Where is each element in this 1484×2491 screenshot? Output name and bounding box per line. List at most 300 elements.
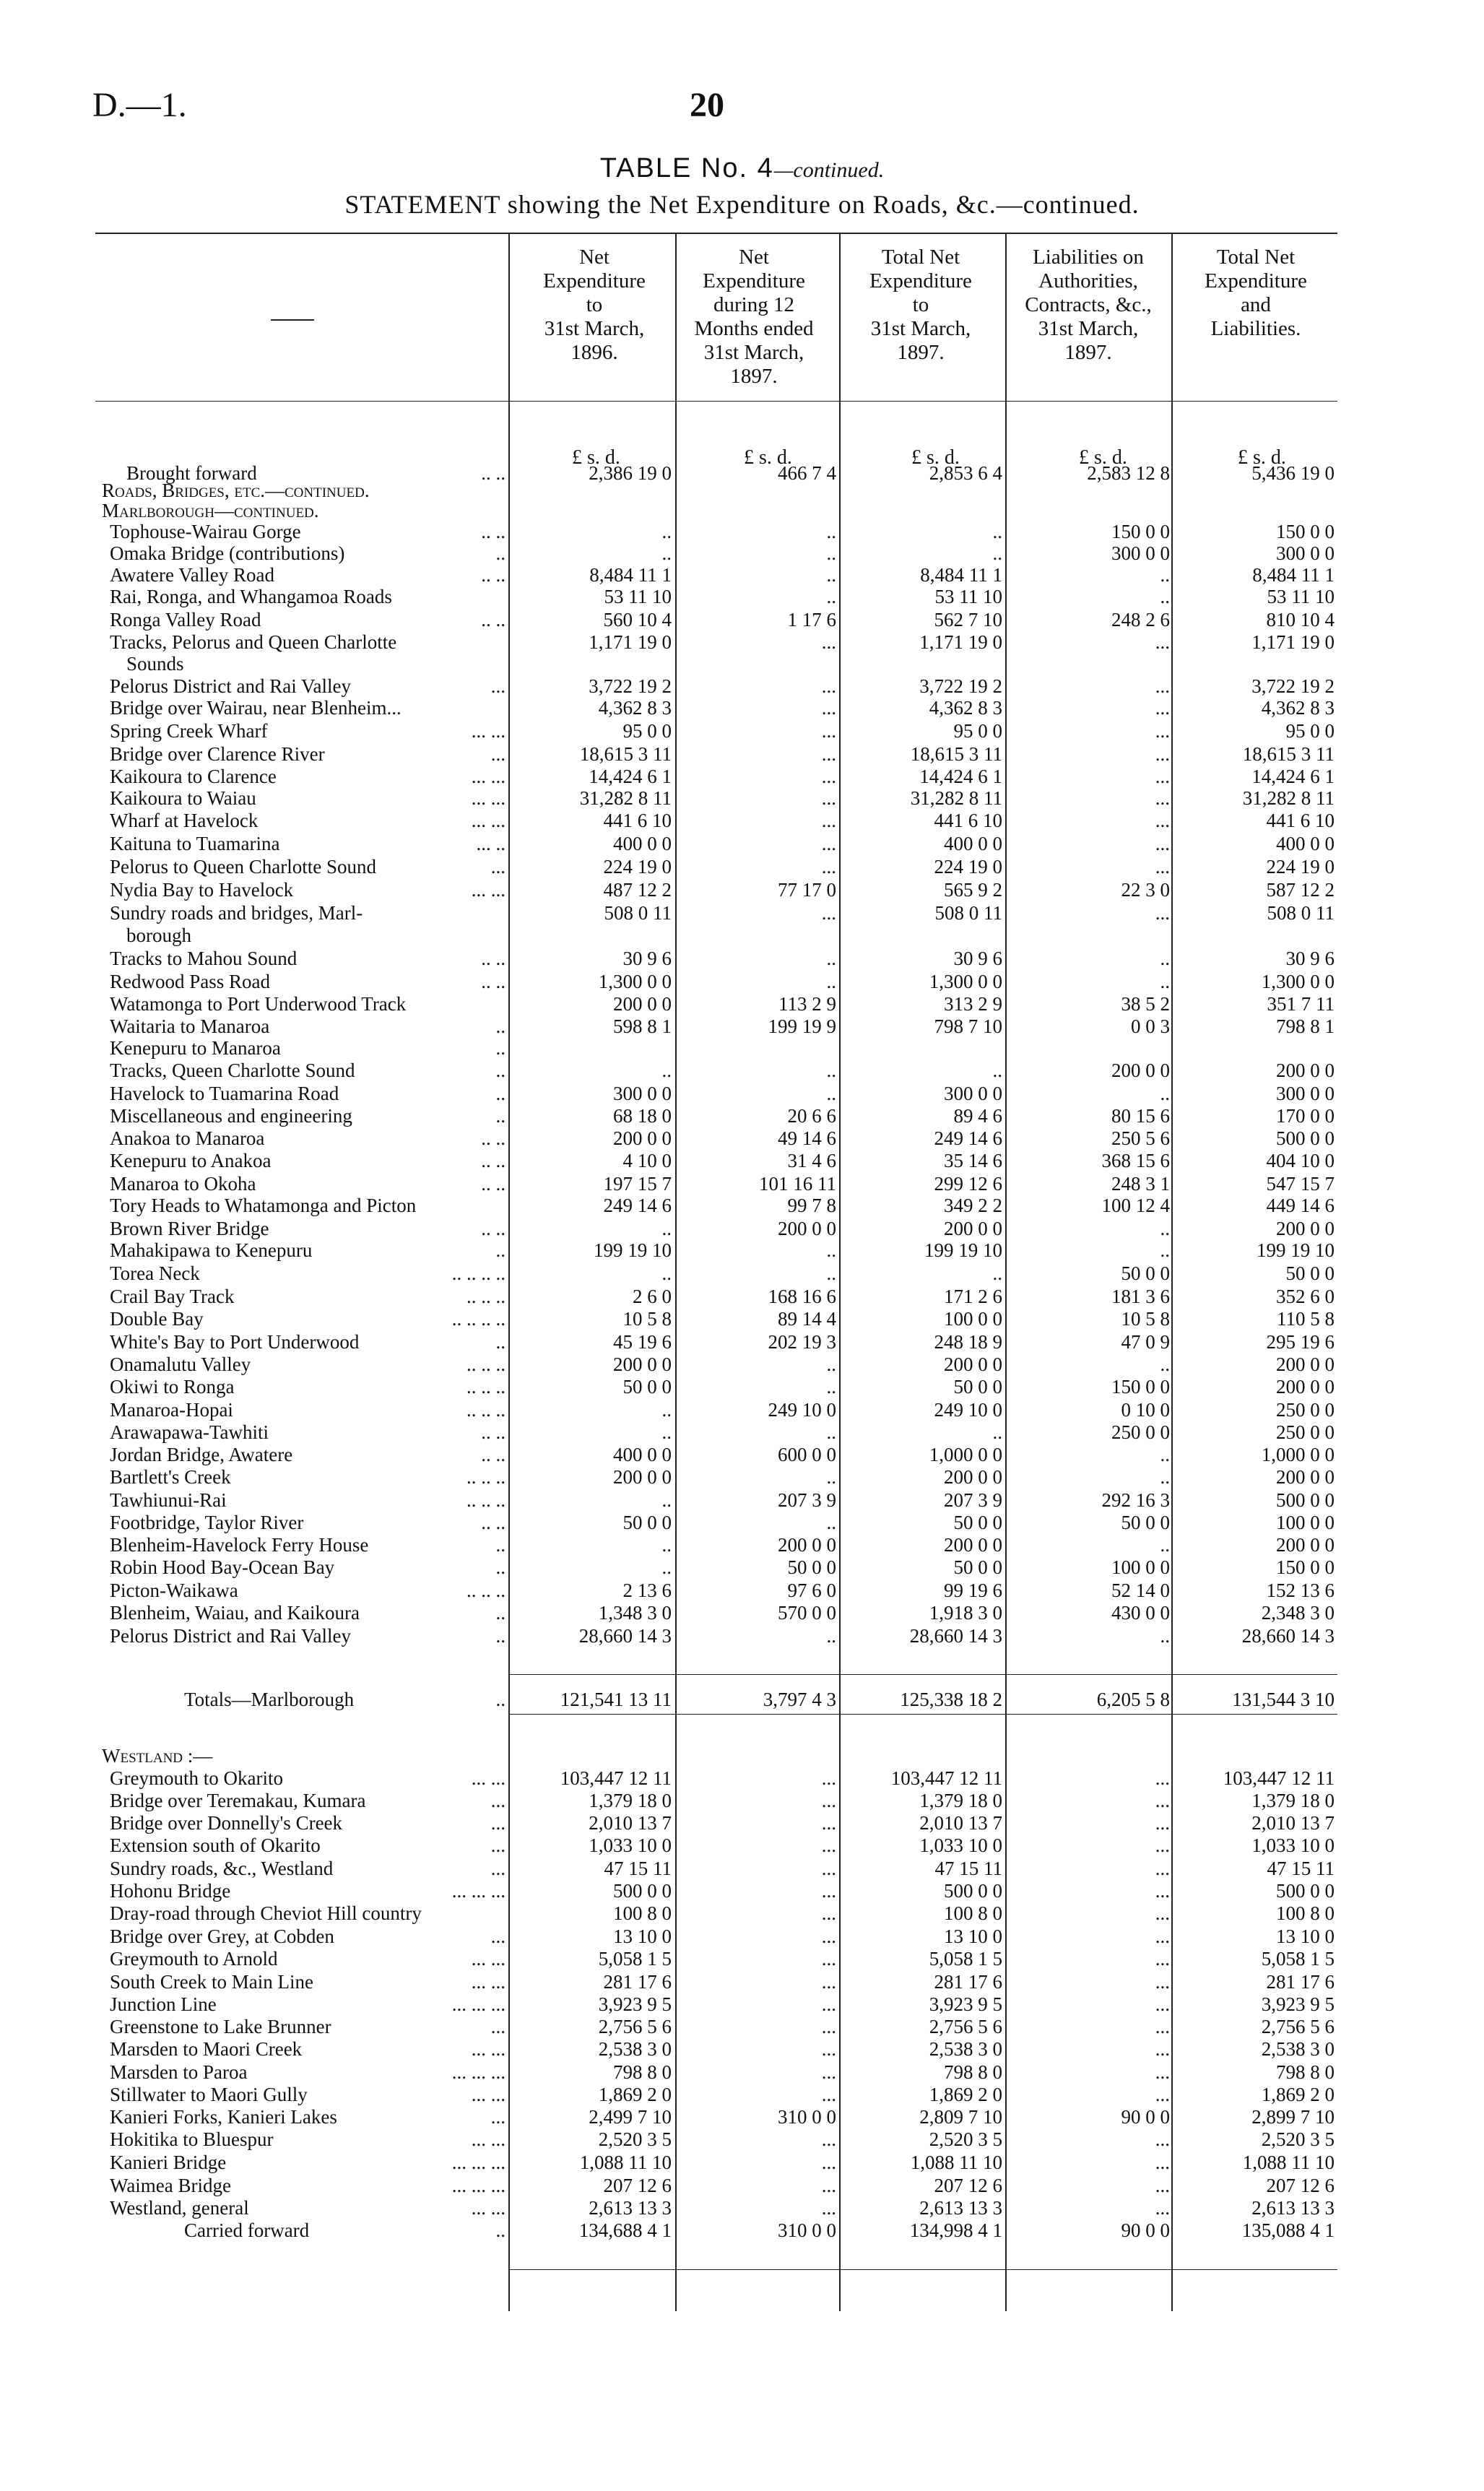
row-value-col-1: 47 15 11 [604,1858,672,1879]
row-label-text: Tracks, Pelorus and Queen Charlotte [110,631,397,653]
row-value-col-3: 1,300 0 0 [929,971,1002,992]
row-value-col-5: 4,362 8 3 [1261,697,1335,719]
row-value-col-1: 2,538 3 0 [598,2038,672,2060]
row-value-col-4: 47 0 9 [1121,1331,1170,1353]
row-value-col-3: 8,484 11 1 [920,564,1002,586]
row-label-text: Carried forward [184,2219,310,2241]
row-value-col-1: 4,362 8 3 [598,697,672,719]
row-value-col-5: 404 10 0 [1266,1150,1335,1171]
row-value-col-5: 110 5 8 [1277,1308,1335,1330]
row-value-col-1: 2 13 6 [622,1580,672,1601]
row-label [110,1060,355,1081]
row-label [110,586,392,607]
row-value-col-5: 200 0 0 [1276,1353,1335,1375]
row-value-col-4: 2,583 12 8 [1087,462,1170,484]
row-value-col-1: 200 0 0 [613,1466,672,1488]
row-value-col-1: 10 5 8 [622,1308,672,1330]
row-value-col-1: 2,386 19 0 [589,462,672,484]
row-label [110,1971,313,1993]
row-label [110,1127,264,1149]
row-value-col-3: 171 2 6 [944,1286,1002,1307]
row-value-col-3: 28,660 14 3 [909,1625,1002,1647]
row-leader-dots: .. .. .. [467,1353,505,1375]
row-label [126,653,184,675]
row-value-col-4: ... [1155,2197,1170,2219]
row-value-col-1: 200 0 0 [613,993,672,1015]
row-value-col-2: 200 0 0 [778,1534,836,1556]
row-value-col-4: ... [1155,697,1170,719]
row-label-text: Marsden to Maori Creek [110,2038,303,2060]
row-value-col-4: 300 0 0 [1111,542,1170,564]
row-value-col-4: ... [1155,2175,1170,2196]
row-leader-dots: .. .. .. [467,1286,505,1307]
row-value-col-3: 31,282 8 11 [910,787,1002,809]
column-rule [1005,233,1007,2311]
row-value-col-2: 101 16 11 [759,1173,836,1195]
row-value-col-3: 248 18 9 [934,1331,1002,1353]
row-value-col-5: 150 0 0 [1276,521,1335,542]
row-value-col-2: ... [821,1767,836,1789]
row-label [110,810,258,831]
row-value-col-5: 152 13 6 [1266,1580,1335,1601]
row-value-col-4: ... [1155,766,1170,787]
row-value-col-1: 13 10 0 [613,1925,672,1947]
row-leader-dots: .. .. [481,462,505,484]
row-label [110,1331,359,1353]
row-value-col-2: .. [826,1512,836,1533]
row-value-col-3: .. [992,542,1002,564]
row-label [110,971,270,992]
column-rule [675,233,677,2311]
row-value-col-4: 0 0 3 [1131,1015,1170,1037]
row-label-text: Kaituna to Tuamarina [110,833,280,854]
row-value-col-3: 798 8 0 [944,2061,1002,2083]
row-value-col-2: .. [826,948,836,969]
row-value-col-2: .. [826,1353,836,1375]
row-value-col-1: 18,615 3 11 [579,743,672,765]
row-value-col-4: 50 0 0 [1121,1262,1170,1284]
row-label [126,924,191,946]
row-label [110,2061,247,2083]
row-value-col-5: 3,923 9 5 [1261,1993,1335,2015]
row-value-col-3: 500 0 0 [944,1880,1002,1902]
row-value-col-1: 197 15 7 [603,1173,672,1195]
row-value-col-1: 121,541 13 11 [560,1689,672,1710]
row-value-col-4: 200 0 0 [1111,1060,1170,1081]
row-value-col-2: .. [826,1239,836,1261]
row-value-col-5: 351 7 11 [1267,993,1335,1015]
row-leader-dots: .. .. [481,1421,505,1443]
row-value-col-5: 250 0 0 [1276,1399,1335,1421]
row-value-col-4: 50 0 0 [1121,1512,1170,1533]
row-leader-dots: ... [490,1790,505,1811]
row-value-col-5: 1,171 19 0 [1251,631,1335,653]
row-leader-dots: ... ... [471,1767,505,1789]
row-label-text: Ronga Valley Road [110,609,261,631]
row-leader-dots: .. .. [481,1173,505,1195]
row-value-col-4: ... [1155,1948,1170,1970]
row-label [110,879,293,901]
row-label-text: Spring Creek Wharf [110,720,268,742]
row-value-col-2: 89 14 4 [778,1308,836,1330]
row-value-col-1: .. [661,542,672,564]
row-label [110,787,256,809]
row-label [110,609,261,631]
row-value-col-3: 249 14 6 [934,1127,1002,1149]
row-value-col-5: 18,615 3 11 [1242,743,1335,765]
row-value-col-4: 0 10 0 [1121,1399,1170,1421]
row-label-text: Jordan Bridge, Awatere [110,1444,293,1465]
row-label [110,1602,360,1624]
row-value-col-2: 570 0 0 [778,1602,836,1624]
unit-col-5: £ s. d. [1238,446,1286,469]
row-value-col-1: 1,869 2 0 [598,2084,672,2105]
row-value-col-2: 310 0 0 [778,2106,836,2128]
row-leader-dots: .. .. .. .. [451,1262,505,1284]
row-value-col-3: 798 7 10 [934,1015,1002,1037]
row-value-col-5: 103,447 12 11 [1223,1767,1335,1789]
row-value-col-4: ... [1155,787,1170,809]
row-value-col-1: 3,923 9 5 [598,1993,672,2015]
row-value-col-4: .. [1160,1444,1170,1465]
row-label-text: Brought forward [126,462,257,484]
row-label [110,1376,235,1398]
row-label-text: Redwood Pass Road [110,971,270,992]
table-title-continued: —continued. [773,158,885,182]
row-value-col-3: 565 9 2 [944,879,1002,901]
row-value-col-4: .. [1160,564,1170,586]
row-value-col-1: 400 0 0 [613,833,672,854]
row-label-text: Bridge over Teremakau, Kumara [110,1790,366,1811]
row-value-col-3: 100 0 0 [944,1308,1002,1330]
row-leader-dots: .. .. [481,1218,505,1239]
row-value-col-3: 1,033 10 0 [919,1834,1002,1856]
row-value-col-3: 562 7 10 [934,609,1002,631]
row-label [110,2038,302,2060]
row-value-col-1: .. [661,1218,672,1239]
row-label [110,1421,269,1443]
row-value-col-1: 95 0 0 [622,720,672,742]
row-value-col-3: 2,010 13 7 [919,1812,1002,1834]
row-value-col-1: 28,660 14 3 [578,1625,672,1647]
row-value-col-1: 5,058 1 5 [598,1948,672,1970]
row-value-col-4: 430 0 0 [1111,1602,1170,1624]
row-value-col-2: ... [821,1858,836,1879]
column-rule [839,233,841,2311]
row-label [110,1353,251,1375]
row-label [110,1834,321,1856]
row-value-col-4: ... [1155,902,1170,924]
row-value-col-1: 1,088 11 10 [579,2152,672,2173]
row-label-text: Tophouse-Wairau Gorge [110,521,301,542]
row-label-text: Blenheim, Waiau, and Kaikoura [110,1602,360,1624]
row-value-col-4: ... [1155,856,1170,878]
row-label [110,2175,231,2196]
row-label [110,1399,233,1421]
row-value-col-1: 1,171 19 0 [589,631,672,653]
row-value-col-4: 6,205 5 8 [1096,1689,1170,1710]
row-value-col-4: 22 3 0 [1121,879,1170,901]
row-label-text: Tawhiunui-Rai [110,1489,227,1511]
row-label [110,521,301,542]
row-label-text: Omaka Bridge (contributions) [110,542,345,564]
row-label-text: Manaroa to Okoha [110,1173,256,1195]
row-value-col-3: .. [992,521,1002,542]
row-label [110,675,351,697]
row-value-col-5: 2,538 3 0 [1261,2038,1335,2060]
row-label [110,1286,235,1307]
row-label-text: Anakoa to Manaroa [110,1127,265,1149]
row-value-col-1: 508 0 11 [604,902,672,924]
row-value-col-5: 300 0 0 [1276,542,1335,564]
row-leader-dots: .. .. .. [467,1399,505,1421]
row-label [110,743,325,765]
row-value-col-1: 207 12 6 [603,2175,672,2196]
row-value-col-3: 281 17 6 [934,1971,1002,1993]
row-leader-dots: ... ... [471,1948,505,1970]
row-label-text: Mahakipawa to Kenepuru [110,1239,313,1261]
row-value-col-5: 200 0 0 [1276,1218,1335,1239]
row-value-col-1: 798 8 0 [613,2061,672,2083]
row-value-col-3: 13 10 0 [944,1925,1002,1947]
row-leader-dots: ... ... [471,787,505,809]
row-value-col-4: 250 0 0 [1111,1421,1170,1443]
row-value-col-2: ... [821,2061,836,2083]
row-value-col-1: 45 19 6 [613,1331,672,1353]
row-label [110,1625,351,1647]
row-value-col-5: 2,520 3 5 [1261,2128,1335,2150]
row-value-col-3: 199 19 10 [924,1239,1002,1261]
row-label-text: Pelorus District and Rai Valley [110,675,351,697]
unit-col-3: £ s. d. [911,446,960,469]
table-title-main: TABLE No. 4 [599,153,774,183]
row-label-text: Roads, Bridges, etc.—continued. [102,480,370,501]
row-value-col-2: 97 6 0 [787,1580,836,1601]
row-leader-dots: ... [490,675,505,697]
row-value-col-2: 466 7 4 [778,462,836,484]
row-leader-dots: .. .. [481,948,505,969]
row-value-col-1: .. [661,1534,672,1556]
row-value-col-5: 47 15 11 [1267,1858,1335,1879]
row-value-col-3: 103,447 12 11 [890,1767,1002,1789]
row-value-col-3: 89 4 6 [953,1105,1002,1127]
row-value-col-1: 400 0 0 [613,1444,672,1465]
row-label-text: Kanieri Bridge [110,2152,227,2173]
row-value-col-5: 500 0 0 [1276,1127,1335,1149]
row-value-col-1: .. [661,1489,672,1511]
row-value-col-5: 1,300 0 0 [1261,971,1335,992]
row-leader-dots: ... [490,1812,505,1834]
row-value-col-2: ... [821,675,836,697]
row-label [110,1262,200,1284]
row-value-col-5: 2,010 13 7 [1251,1812,1335,1834]
row-value-col-5: 798 8 0 [1276,2061,1335,2083]
column-rule [508,233,510,2311]
row-value-col-2: ... [821,697,836,719]
row-label-text: Torea Neck [110,1262,200,1284]
row-value-col-5: 1,379 18 0 [1251,1790,1335,1811]
row-label-text: Kenepuru to Anakoa [110,1150,272,1171]
row-leader-dots: .. .. .. [467,1466,505,1488]
row-value-col-4: 52 14 0 [1111,1580,1170,1601]
row-label-text: Greymouth to Okarito [110,1767,283,1789]
row-value-col-3: 2,809 7 10 [919,2106,1002,2128]
row-label [110,2016,331,2037]
row-value-col-4: ... [1155,810,1170,831]
row-value-col-2: 200 0 0 [778,1218,836,1239]
row-value-col-1: 300 0 0 [613,1083,672,1104]
row-label-text: Brown River Bridge [110,1218,269,1239]
row-value-col-3: 95 0 0 [953,720,1002,742]
row-label [110,2106,337,2128]
unit-col-4: £ s. d. [1079,446,1127,469]
row-label [110,631,396,653]
row-leader-dots: .. [495,1239,505,1261]
row-value-col-2: ... [821,1812,836,1834]
row-value-col-3: 508 0 11 [934,902,1002,924]
row-value-col-3: 30 9 6 [953,948,1002,969]
row-value-col-1: 30 9 6 [622,948,672,969]
row-value-col-1: .. [661,1262,672,1284]
row-label-text: Blenheim-Havelock Ferry House [110,1534,369,1556]
row-value-col-5: 200 0 0 [1276,1534,1335,1556]
row-label [110,1880,230,1902]
row-value-col-2: .. [826,1083,836,1104]
row-leader-dots: ... [490,743,505,765]
row-label [110,766,277,787]
row-value-col-1: 281 17 6 [603,1971,672,1993]
row-value-col-1: 200 0 0 [613,1353,672,1375]
row-value-col-5: 352 6 0 [1276,1286,1335,1307]
row-label [110,2084,308,2105]
row-value-col-3: 3,722 19 2 [919,675,1002,697]
row-value-col-4: 100 0 0 [1111,1556,1170,1578]
row-label-text: Bridge over Wairau, near Blenheim... [110,697,402,719]
row-value-col-3: 1,869 2 0 [929,2084,1002,2105]
row-leader-dots: .. .. [481,564,505,586]
row-value-col-4: ... [1155,1767,1170,1789]
row-value-col-5: 199 19 10 [1257,1239,1335,1261]
row-label [110,1902,422,1924]
row-value-col-3: 100 8 0 [944,1902,1002,1924]
column-rule [1171,233,1173,2311]
row-value-col-5: 14,424 6 1 [1251,766,1335,787]
row-value-col-1: .. [661,1399,672,1421]
row-value-col-5: 3,722 19 2 [1251,675,1335,697]
row-label-text: Manaroa-Hopai [110,1399,233,1421]
row-leader-dots: .. .. [481,1127,505,1149]
row-value-col-2: ... [821,720,836,742]
row-value-col-3: 2,538 3 0 [929,2038,1002,2060]
row-label [110,1105,352,1127]
row-value-col-2: ... [821,1993,836,2015]
row-value-col-2: ... [821,833,836,854]
row-value-col-4: ... [1155,2152,1170,2173]
row-value-col-2: ... [821,1880,836,1902]
row-label [110,1489,227,1511]
row-leader-dots: .. [495,1625,505,1647]
row-value-col-1: 487 12 2 [603,879,672,901]
row-value-col-1: .. [661,1556,672,1578]
row-value-col-1: 1,033 10 0 [589,1834,672,1856]
row-leader-dots: ... [490,1925,505,1947]
row-value-col-5: 300 0 0 [1276,1083,1335,1104]
row-label-text: Bridge over Donnelly's Creek [110,1812,343,1834]
row-leader-dots: ... ... [471,2197,505,2219]
row-label-text: Nydia Bay to Havelock [110,879,294,901]
row-label [110,2128,273,2150]
row-value-col-4: ... [1155,2128,1170,2150]
row-value-col-2: 31 4 6 [787,1150,836,1171]
row-value-col-2: ... [821,2152,836,2173]
row-leader-dots: ... ... ... [451,1993,505,2015]
row-value-col-2: 202 19 3 [768,1331,836,1353]
row-value-col-2: .. [826,1466,836,1488]
row-value-col-2: ... [821,2128,836,2150]
row-label [110,1150,271,1171]
row-label-text: White's Bay to Port Underwood [110,1331,360,1353]
row-label-text: Marlborough—continued. [102,500,319,521]
row-value-col-2: 168 16 6 [768,1286,836,1307]
row-value-col-3: 4,362 8 3 [929,697,1002,719]
row-value-col-3: 349 2 2 [944,1195,1002,1216]
row-value-col-4: ... [1155,631,1170,653]
row-value-col-2: 49 14 6 [778,1127,836,1149]
row-label [110,2197,249,2219]
row-label [110,1037,281,1059]
row-value-col-3: 50 0 0 [953,1512,1002,1533]
row-value-col-4: ... [1155,1925,1170,1947]
row-value-col-2: ... [821,810,836,831]
row-value-col-5: 508 0 11 [1267,902,1335,924]
table-subtitle: STATEMENT showing the Net Expenditure on Roads, &c.—continued. [344,190,1140,219]
row-value-col-5: 53 11 10 [1267,586,1335,607]
row-leader-dots: .. [495,1556,505,1578]
row-value-col-5: 170 0 0 [1276,1105,1335,1127]
row-value-col-2: ... [821,2084,836,2105]
row-label-text: Hokitika to Bluespur [110,2128,274,2150]
row-label-text: Waimea Bridge [110,2175,232,2196]
row-value-col-3: 53 11 10 [934,586,1002,607]
row-value-col-3: 50 0 0 [953,1556,1002,1578]
row-value-col-5: 28,660 14 3 [1241,1625,1335,1647]
row-value-col-5: 798 8 1 [1276,1015,1335,1037]
row-value-col-5: 281 17 6 [1266,1971,1335,1993]
row-label [184,1689,354,1710]
row-label [110,1812,342,1834]
row-label-text: Hohonu Bridge [110,1880,231,1902]
row-value-col-3: 207 12 6 [934,2175,1002,2196]
row-value-col-2: 207 3 9 [778,1489,836,1511]
row-value-col-2: ... [821,1971,836,1993]
row-label [110,2152,226,2173]
row-leader-dots: .. .. [481,521,505,542]
row-label [110,1534,368,1556]
row-value-col-5: 400 0 0 [1276,833,1335,854]
row-value-col-4: 150 0 0 [1111,521,1170,542]
row-leader-dots: .. [495,542,505,564]
row-value-col-1: 100 8 0 [613,1902,672,1924]
row-value-col-4: ... [1155,1902,1170,1924]
row-label [110,1195,416,1216]
row-leader-dots: .. [495,1037,505,1059]
row-value-col-1: 249 14 6 [603,1195,672,1216]
row-value-col-3: 1,379 18 0 [919,1790,1002,1811]
row-value-col-5: 1,033 10 0 [1251,1834,1335,1856]
row-label-text: Havelock to Tuamarina Road [110,1083,339,1104]
unit-col-1: £ s. d. [572,446,620,469]
row-value-col-5: 2,899 7 10 [1251,2106,1335,2128]
